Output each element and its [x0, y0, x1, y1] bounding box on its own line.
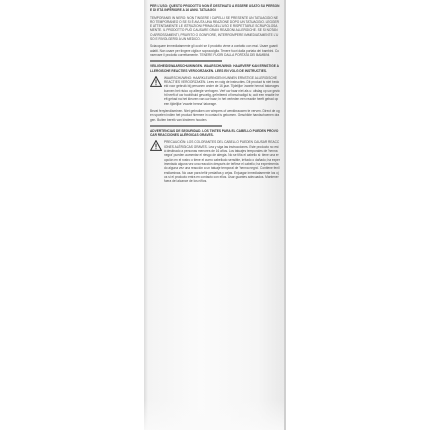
- label-panel: [144, 0, 286, 430]
- label-text-column: [150, 4, 280, 186]
- label-block-spanish-warning: PRECAUCIÓN: LOS COLORANTES DEL CABELLO PUEDEN CAUSAR REACCIONES ALÉRGICAS GRAVES. Lea y siga las instrucciones. Este producto no está destinado a personas menores de 16 años. Los tatuajes temporales de 'henna negra' pueden aumentar el riesgo de alergia. No se tiña el cabello si: tiene una erupción en el rostro o tiene el cuero cabelludo sensible, irritado o dañado; ha experimentado alguna vez una reacción después de teñirse el cabello; ha experimentado alguna vez una reacción a un tatuaje temporal de 'henna negra'. Contiene fenilendiaminas. No usar para teñir pestañas y cejas. Enjuagar inmediatamente los ojos si el producto entra en contacto con ellos. Usar guantes adecuados. Mantener fuera del alcance de los niños.: [164, 140, 280, 184]
- label-block-italian-header: PER L'USO: QUESTO PRODOTTO NON È DESTINATO A ESSERE USATO SU PERSONE DI ETÀ INFERIORE A 16 ANNI. TATUAGGI: [150, 4, 280, 13]
- warning-triangle-icon: [150, 140, 162, 151]
- warning-section-dutch: [150, 76, 280, 106]
- section-divider: [150, 125, 222, 127]
- label-block-dutch-instructions: Bevat fenylendiaminen. Niet gebruiken om wimpers of wenkbrauwen te verven. Direct de ogen spoelen indien het product hiermee in contact is gekomen. Geschikte handschoenen dragen. Buiten bereik van kinderen houden.: [150, 108, 280, 122]
- warning-section-spanish: [150, 140, 280, 183]
- label-block-italian-instructions: Sciacquare immediatamente gli occhi se il prodotto viene a contatto con essi. Usare guanti adatti. Non usare per tingere ciglia e sopracciglia. Tenere fuori dalla portata dei bambini. Conservare il prodotto correttamente. TENERE FUORI DALLA PORTATA DEI BAMBINI.: [150, 44, 279, 57]
- label-block-italian-warning: TEMPORANEI IN NERO: NON TINGERE I CAPELLI SE PRESENTE UN TATUAGGIO NERO TEMPORANEO O SE SI È AVUTA UNA REAZIONE DOPO UN TATUAGGIO. LEGGERE ATTENTAMENTE LE ISTRUZIONI PRIMA DELL'USO E RISPETTARLE SCRUPOLOSAMENTE. IL PRODOTTO PUÒ CAUSARE GRAVI REAZIONI ALLERGICHE. SE SI NOTANO ARROSSAMENTI, PRURITO O GONFIORE, INTERROMPERE IMMEDIATAMENTE L'USO E RIVOLGERSI A UN MEDICO.: [150, 15, 279, 42]
- label-block-dutch-header: VEILIGHEIDSWAARSCHUWINGEN. WAARSCHUWING: HAARVERF KAN ERNSTIGE ALLERGISCHE REACTIES VEROORZAKEN. LEES EN VOLG DE INSTRUCTIES.: [150, 64, 279, 73]
- label-block-dutch-warning: WAARSCHUWING: HAARKLEURINGEN KUNNEN ERNSTIGE ALLERGISCHE REACTIES VEROORZAKEN. Lees en volg de instructies. Dit product is niet bedoeld voor gebruik bij personen onder de 16 jaar. Tijdelijke 'zwarte henna' tatoeages kunnen het risico op allergie verhogen. Verf uw haar niet als u: uitslag op uw gezicht heeft of uw hoofdhuid gevoelig, geïrriteerd of beschadigd is; ooit een reactie heeft gehad na het kleuren van uw haar; in het verleden een reactie heeft gehad op een tijdelijke 'zwarte henna' tatoeage.: [164, 75, 280, 106]
- section-divider: [150, 60, 222, 62]
- warning-triangle-icon: [150, 76, 162, 87]
- label-block-spanish-header: ADVERTENCIAS DE SEGURIDAD. LOS TINTES PARA EL CABELLO PUEDEN PROVOCAR REACCIONES ALÉRGICAS GRAVES.: [150, 128, 279, 138]
- label-bottom-fade: [144, 400, 286, 430]
